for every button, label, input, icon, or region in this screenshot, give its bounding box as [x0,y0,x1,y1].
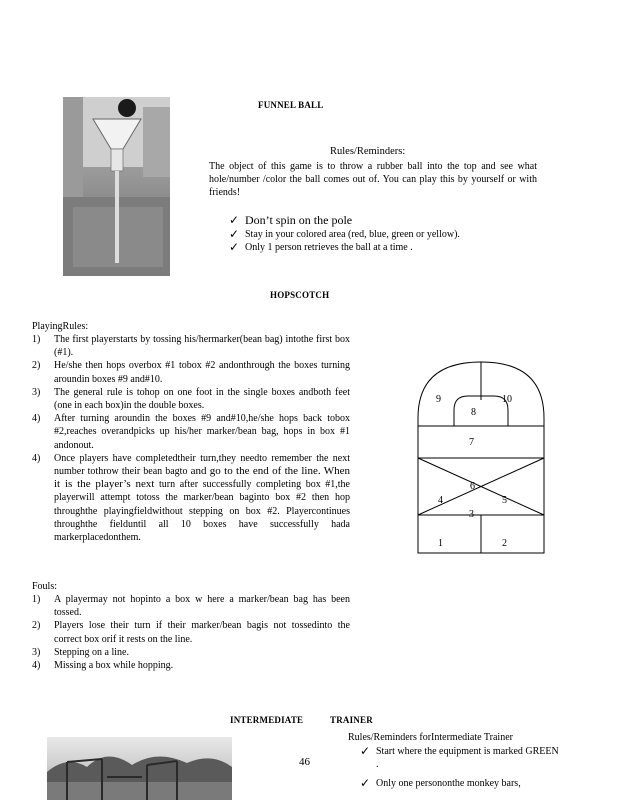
rule-item: 3) The general rule is tohop on one foot in the single boxes andboth feet (one in each box)in the double boxes. [32,386,350,412]
diagram-label-5: 5 [502,495,507,506]
page-number: 46 [299,756,310,768]
rule-item: 4) Once players have completedtheir turn,they needto remember the next number tothrow their bean bagto and go to the end of the line. When it is the player’s next turn after successfully completing box #1,the playerwill attempt totoss the marker/bean baginto box #2 then hop throughthe playingfieldwithout stepping on box #2. Playercontinues throughthe fielduntil all 10 boxes have successfully hada markerplacedonthem. [32,452,351,544]
checkmark-icon: ✓ [229,227,240,241]
funnel-reminders-list [225,213,537,254]
diagram-label-7: 7 [469,437,474,448]
foul-item: 3) Stepping on a line. [32,646,129,658]
trainer-title-part1: INTERMEDIATE [230,715,304,725]
playground-illustration [47,737,232,800]
trainer-photo [47,737,232,800]
fouls-list [32,593,350,672]
trainer-rules-heading: Rules/Reminders forIntermediate Trainer [348,732,513,743]
hopscotch-rules-list [32,333,350,544]
diagram-label-10: 10 [502,394,512,405]
rule-item: 4) After turning aroundin the boxes #9 and#10,he/she hops back tobox #2,reaches overandpicks up his/her marker/bean bag, hops in box #1 andonout. [32,413,350,451]
funnel-reminder-item: ✓ Only 1 person retrieves the ball at a time . [229,240,413,254]
foul-item: 4) Missing a box while hopping. [32,660,174,672]
diagram-label-3: 3 [469,509,474,520]
funnel-reminder-item: ✓ Don’t spin on the pole [229,213,353,227]
fouls-clip [32,593,350,677]
foul-item: 1) A playermay not hopinto a box w here a marker/bean bag has been tossed. [32,594,350,619]
funnel-reminder-item: ✓ Stay in your colored area (red, blue, green or yellow). [229,227,460,241]
funnel-ball-title: FUNNEL BALL [258,100,324,110]
checkmark-icon: ✓ [360,776,371,790]
fouls-label: Fouls: [32,581,58,592]
trainer-title-part2: TRAINER [330,715,373,725]
playing-rules-label: PlayingRules: [32,321,89,332]
checkmark-icon: ✓ [360,744,371,758]
rule-item: 2) He/she then hops overbox #1 tobox #2 andonthrough the boxes turning aroundin boxes #9 and#10. [32,360,350,385]
rule-item: 1) The first playerstarts by tossing his/hermarker(bean bag) intothe first box (#1). [32,334,350,359]
checkmark-icon: ✓ [229,240,240,254]
diagram-label-4: 4 [438,495,443,506]
diagram-label-2: 2 [502,538,507,549]
checkmark-icon: ✓ [229,213,240,227]
funnel-ball-illustration [63,97,170,276]
hopscotch-diagram [416,360,546,555]
diagram-label-1: 1 [438,538,443,549]
funnel-description: The object of this game is to throw a rubber ball into the top and see what hole/number /color the ball comes out of. You can play this by yourself or with friends! [209,161,537,198]
trainer-reminder-item: ✓ Only one persononthe monkey bars, [360,776,521,790]
foul-item: 2) Players lose their turn if their marker/bean bagis not tossedinto the correct box orif it rests on the line. [32,620,350,645]
hopscotch-title: HOPSCOTCH [270,290,330,300]
diagram-label-9: 9 [436,394,441,405]
funnel-ball-photo [63,97,170,276]
diagram-label-8: 8 [471,407,476,418]
trainer-reminders-list [356,745,563,790]
diagram-label-6: 6 [470,481,475,492]
funnel-rules-heading: Rules/Reminders: [330,146,406,157]
trainer-reminder-item: ✓ Start where the equipment is marked GREEN . [360,744,559,770]
